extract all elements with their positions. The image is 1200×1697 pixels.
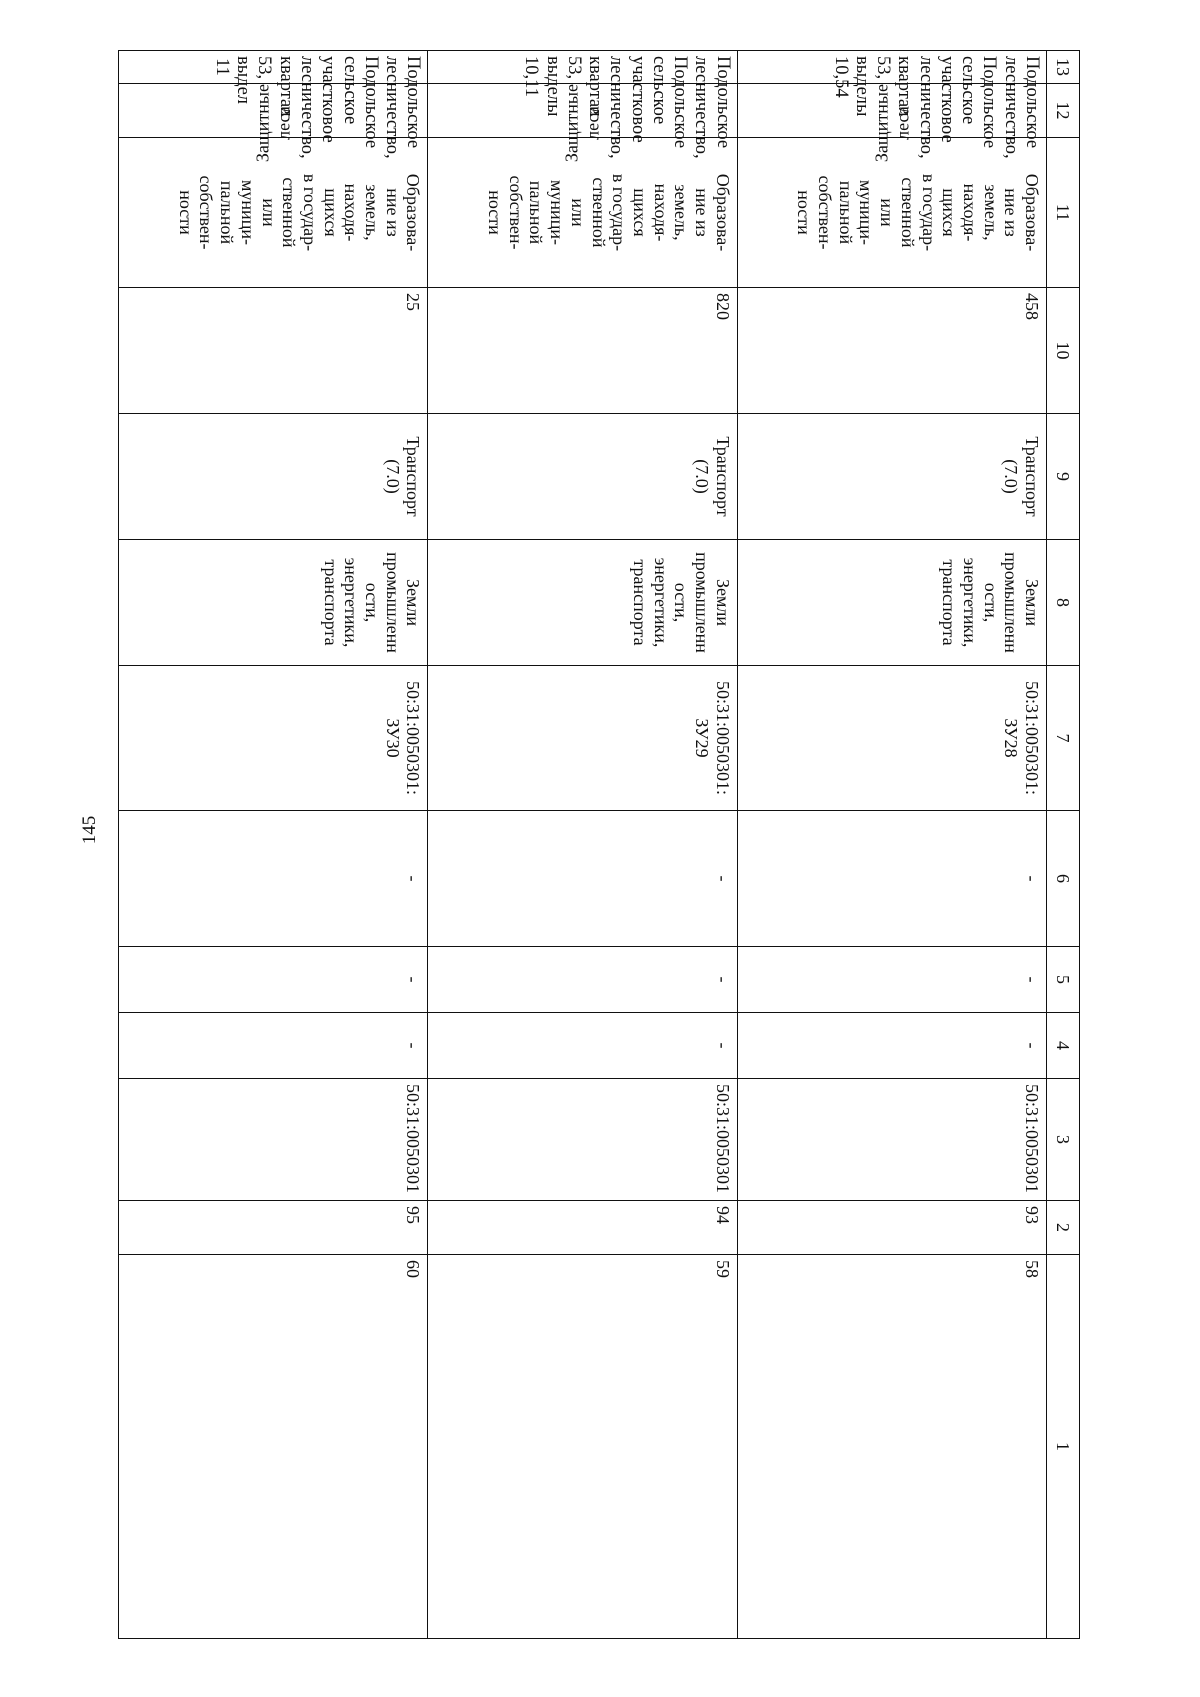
land-category-cell: Земли промышленн ости, энергетики, транспорта (737, 540, 1046, 666)
permitted-use-cell: Транспорт (7.0) (428, 414, 737, 540)
header-cell: 6 (1047, 811, 1080, 947)
rotated-table-container (118, 50, 1080, 1638)
location-cell: Подольское лесничество, Подольское сельское участковое лесничество, квартал 53, выделы 10,11 (428, 51, 737, 84)
col5-cell: - (428, 947, 737, 1013)
plot-designation-cell: 50:31:0050301: ЗУ30 (119, 666, 428, 811)
area-cell: 25 (119, 288, 428, 414)
cadastral-quarter-cell: 50:31:0050301 (119, 1079, 428, 1201)
permitted-use-cell: Транспорт (7.0) (119, 414, 428, 540)
plot-designation-cell: 50:31:0050301: ЗУ29 (428, 666, 737, 811)
header-cell: 13 (1047, 51, 1080, 84)
formation-method-cell: Образова- ние из земель, находя- щихся в государ- ственной или муници- пальной собствен- ности (737, 138, 1046, 288)
header-cell: 8 (1047, 540, 1080, 666)
header-cell: 2 (1047, 1201, 1080, 1255)
row-number-cell: 58 (737, 1255, 1046, 1639)
col4-cell: - (737, 1013, 1046, 1079)
page-number: 145 (79, 815, 100, 845)
header-cell: 11 (1047, 138, 1080, 288)
land-category-cell: Земли промышленн ости, энергетики, транспорта (428, 540, 737, 666)
forest-category-cell: Защитные леса (428, 84, 737, 138)
location-cell: Подольское лесничество, Подольское сельское участковое лесничество, квартал 53, выдел 11 (119, 51, 428, 84)
header-cell: 12 (1047, 84, 1080, 138)
header-cell: 10 (1047, 288, 1080, 414)
land-plot-table (118, 50, 1080, 1639)
permitted-use-cell: Транспорт (7.0) (737, 414, 1046, 540)
header-cell: 5 (1047, 947, 1080, 1013)
header-cell: 1 (1047, 1255, 1080, 1639)
header-cell: 7 (1047, 666, 1080, 811)
location-cell: Подольское лесничество, Подольское сельское участковое лесничество, квартал 53, выделы 10,54 (737, 51, 1046, 84)
area-cell: 820 (428, 288, 737, 414)
row-number-cell: 60 (119, 1255, 428, 1639)
cadastral-quarter-cell: 50:31:0050301 (428, 1079, 737, 1201)
land-category-cell: Земли промышленн ости, энергетики, транспорта (119, 540, 428, 666)
header-cell: 3 (1047, 1079, 1080, 1201)
header-cell: 4 (1047, 1013, 1080, 1079)
area-cell: 458 (737, 288, 1046, 414)
table-row (737, 51, 1046, 1639)
header-cell: 9 (1047, 414, 1080, 540)
row-number-cell: 59 (428, 1255, 737, 1639)
cadastral-quarter-cell: 50:31:0050301 (737, 1079, 1046, 1201)
col4-cell: - (428, 1013, 737, 1079)
col6-cell: - (428, 811, 737, 947)
forest-category-cell: Защитные леса (119, 84, 428, 138)
table-row (119, 51, 428, 1639)
col6-cell: - (119, 811, 428, 947)
col5-cell: - (119, 947, 428, 1013)
plot-number-cell: 94 (428, 1201, 737, 1255)
table-row (428, 51, 737, 1639)
plot-designation-cell: 50:31:0050301: ЗУ28 (737, 666, 1046, 811)
col5-cell: - (737, 947, 1046, 1013)
header-row (1047, 51, 1080, 1639)
plot-number-cell: 93 (737, 1201, 1046, 1255)
col4-cell: - (119, 1013, 428, 1079)
formation-method-cell: Образова- ние из земель, находя- щихся в государ- ственной или муници- пальной собствен- ности (119, 138, 428, 288)
plot-number-cell: 95 (119, 1201, 428, 1255)
col6-cell: - (737, 811, 1046, 947)
forest-category-cell: Защитные леса (737, 84, 1046, 138)
formation-method-cell: Образова- ние из земель, находя- щихся в государ- ственной или муници- пальной собствен- ности (428, 138, 737, 288)
